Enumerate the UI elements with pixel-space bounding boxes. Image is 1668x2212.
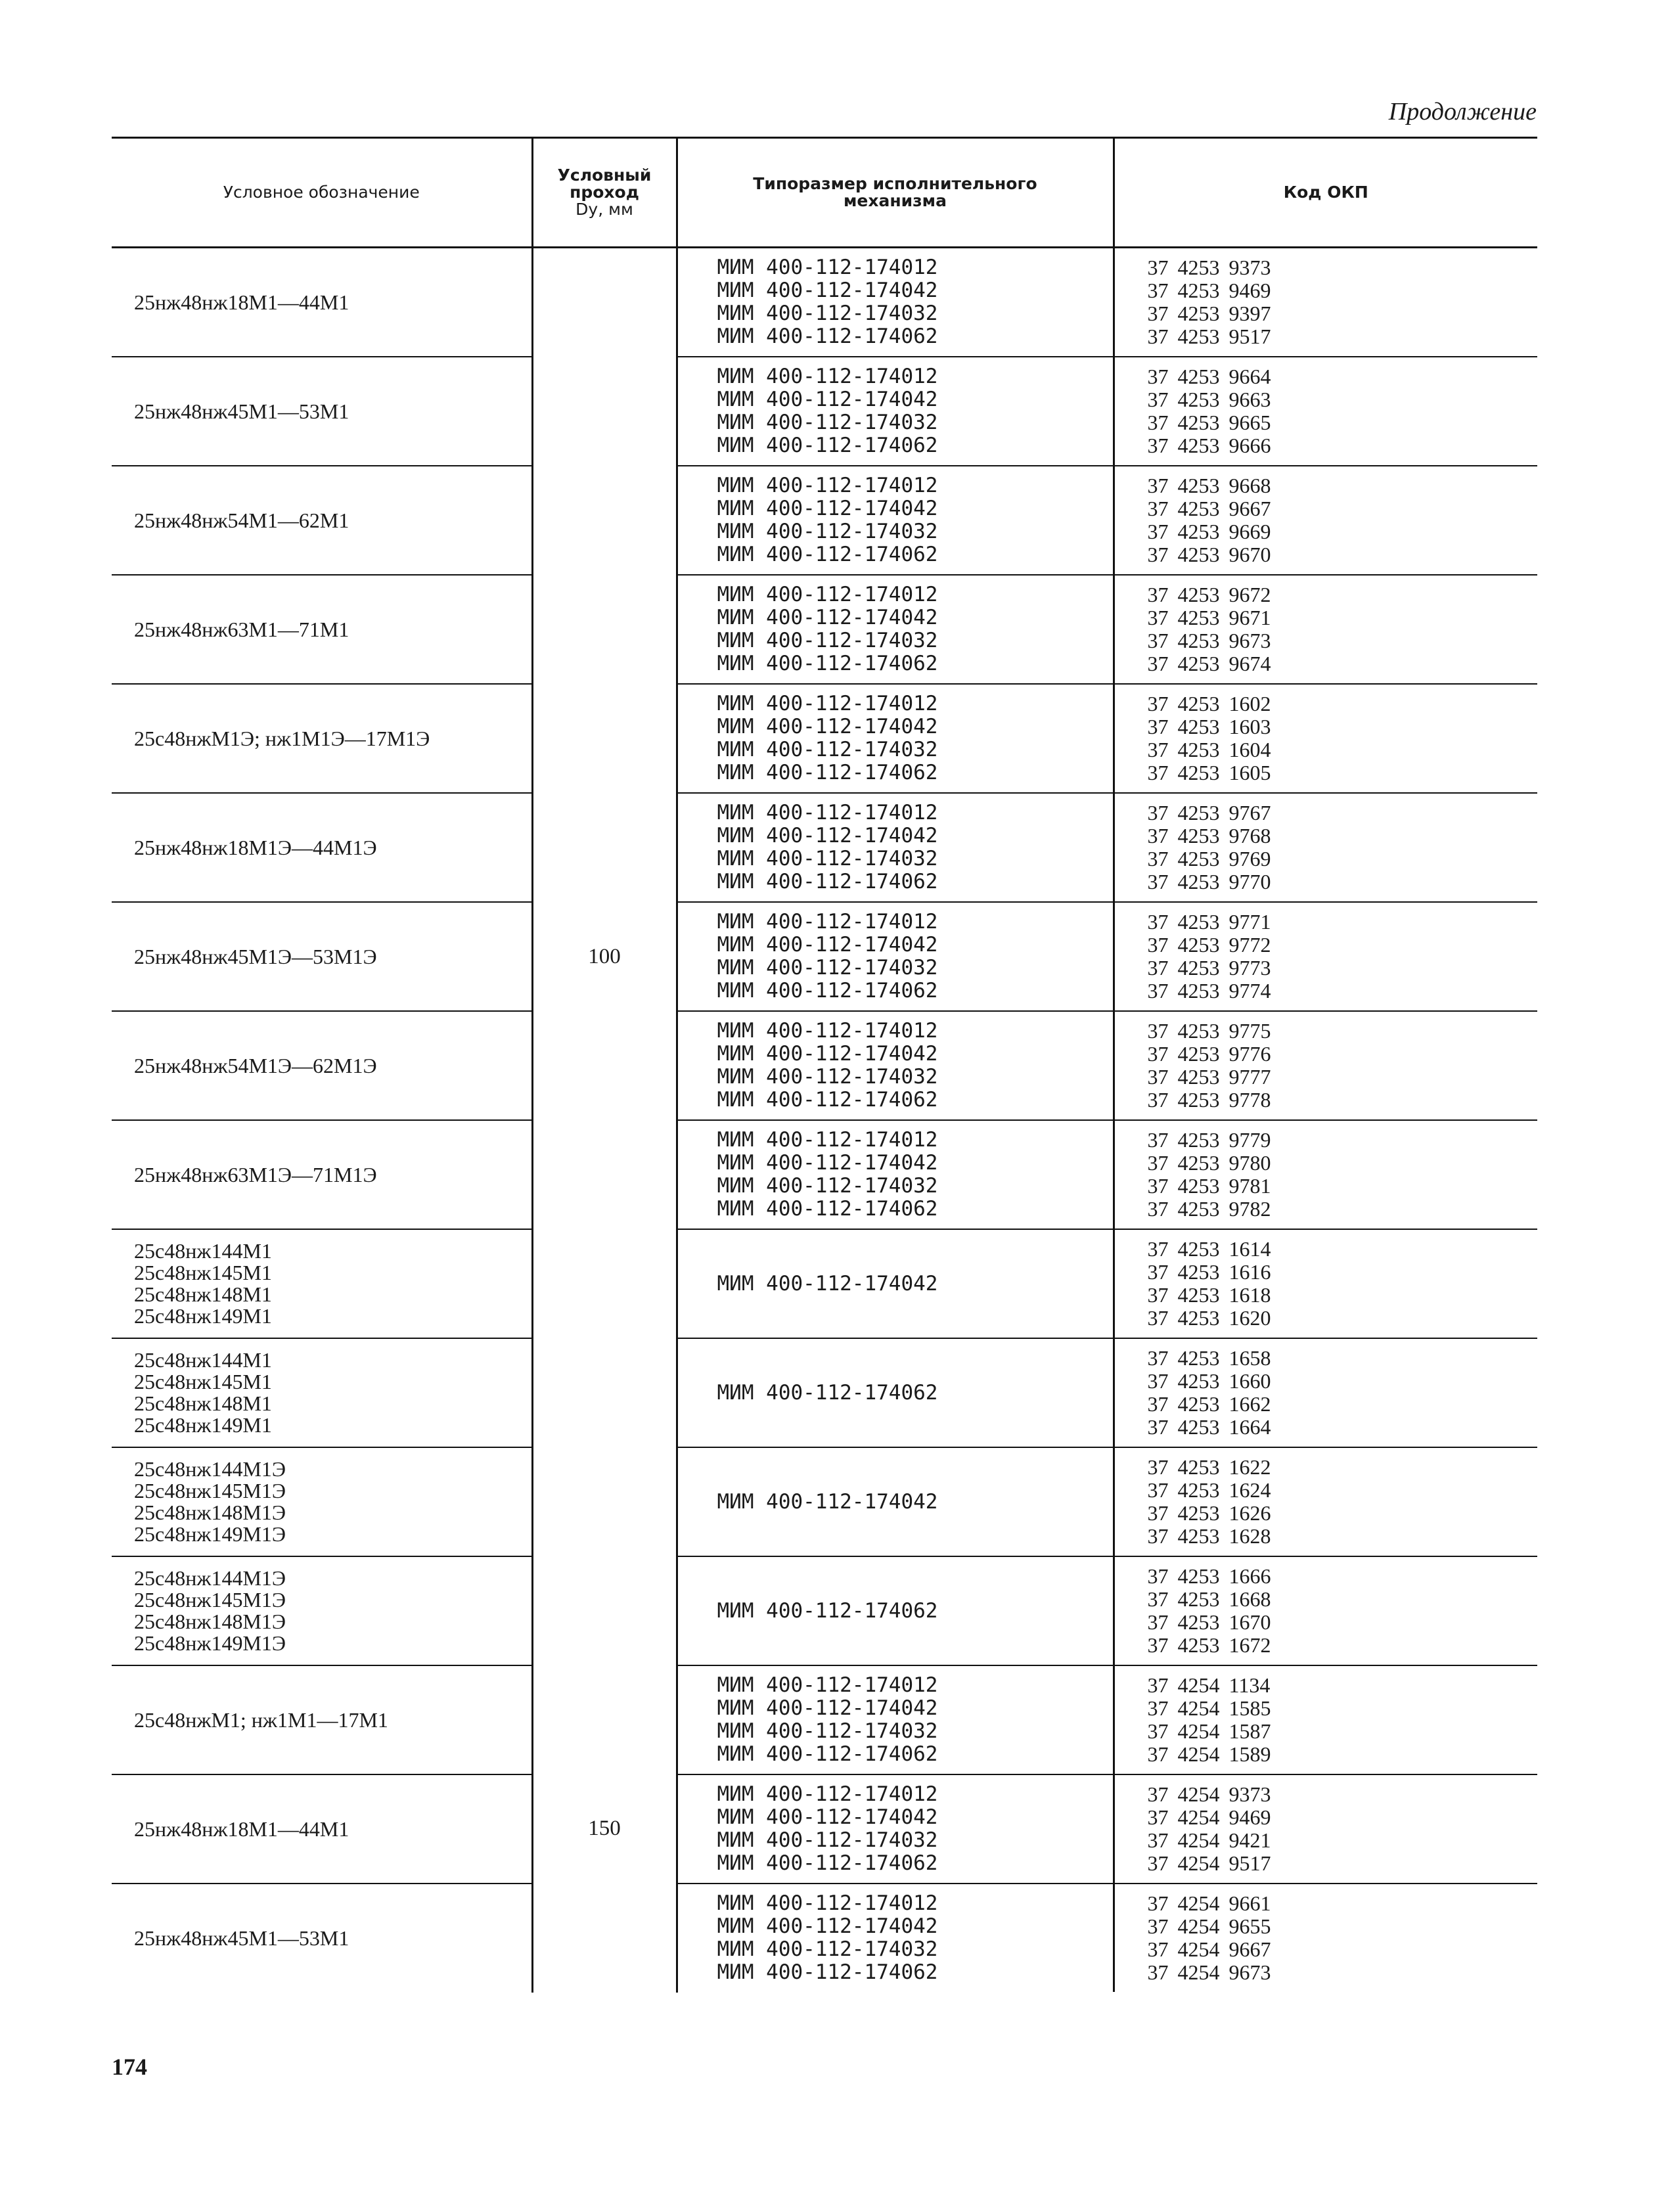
actuator-text: МИМ 400-112-174032	[717, 520, 938, 543]
okp-code-cell	[1114, 1011, 1537, 1120]
okp-code-text: 37 4253 9373	[1147, 256, 1271, 279]
okp-code-text: 37 4253 1670	[1147, 1610, 1271, 1634]
designation-text: 25с48нж145М1	[134, 1370, 272, 1393]
okp-code-text: 37 4253 1668	[1147, 1587, 1271, 1611]
table-header-row	[112, 138, 1537, 248]
okp-code-text: 37 4253 1672	[1147, 1633, 1271, 1657]
actuator-text: МИМ 400-112-174032	[717, 302, 938, 325]
designation-text: 25нж48нж63М1—71М1	[134, 617, 349, 641]
table-row	[112, 1011, 1537, 1120]
actuator-text: МИМ 400-112-174062	[717, 870, 938, 893]
okp-code-text: 37 4253 1626	[1147, 1501, 1271, 1525]
okp-code-cell	[1114, 684, 1537, 793]
actuator-text: МИМ 400-112-174062	[717, 979, 938, 1003]
actuator-text: МИМ 400-112-174032	[717, 956, 938, 980]
okp-code-text: 37 4254 9667	[1147, 1937, 1271, 1961]
actuator-cell	[677, 1556, 1114, 1665]
actuator-text: МИМ 400-112-174062	[717, 1742, 938, 1766]
okp-code-text: 37 4253 9664	[1147, 365, 1271, 388]
actuator-text: МИМ 400-112-174012	[717, 801, 938, 824]
designation-text: 25нж48нж45М1—53М1	[134, 1926, 349, 1950]
actuator-cell	[677, 575, 1114, 684]
okp-code-text: 37 4253 1622	[1147, 1455, 1271, 1479]
okp-code-text: 37 4253 9517	[1147, 325, 1271, 348]
actuator-text: МИМ 400-112-174012	[717, 910, 938, 934]
actuator-text: МИМ 400-112-174042	[717, 824, 938, 847]
designation-cell	[112, 575, 532, 684]
okp-code-cell	[1114, 1229, 1537, 1338]
designation-text: 25нж48нж18М1—44М1	[134, 1817, 349, 1841]
okp-code-text: 37 4253 9776	[1147, 1042, 1271, 1066]
actuator-text: МИМ 400-112-174012	[717, 1891, 938, 1915]
okp-code-text: 37 4253 9768	[1147, 824, 1271, 847]
actuator-text: МИМ 400-112-174042	[717, 1042, 938, 1066]
actuator-text: МИМ 400-112-174032	[717, 847, 938, 870]
actuator-text: МИМ 400-112-174012	[717, 583, 938, 606]
actuator-text: МИМ 400-112-174062	[717, 1088, 938, 1112]
okp-code-cell	[1114, 1665, 1537, 1774]
designation-text: 25с48нж144М1	[134, 1239, 272, 1263]
actuator-text: МИМ 400-112-174062	[717, 1598, 938, 1623]
okp-code-cell	[1114, 1447, 1537, 1556]
actuator-text: МИМ 400-112-174042	[717, 388, 938, 411]
designation-cell	[112, 1665, 532, 1774]
okp-code-text: 37 4253 1664	[1147, 1415, 1271, 1439]
designation-text: 25с48нжМ1; нж1М1—17М1	[134, 1707, 388, 1732]
okp-code-cell	[1114, 1774, 1537, 1884]
table-row	[112, 684, 1537, 793]
table-row	[112, 1884, 1537, 1992]
table-row	[112, 466, 1537, 575]
okp-code-text: 37 4254 9373	[1147, 1782, 1271, 1806]
nominal-bore-cell: 100	[532, 248, 677, 1666]
okp-code-text: 37 4254 1585	[1147, 1696, 1271, 1720]
okp-code-text: 37 4253 1616	[1147, 1260, 1271, 1284]
actuator-text: МИМ 400-112-174012	[717, 1673, 938, 1697]
designation-cell	[112, 793, 532, 902]
okp-code-text: 37 4253 1605	[1147, 761, 1271, 784]
designation-text: 25нж48нж45М1Э—53М1Э	[134, 944, 377, 968]
designation-cell	[112, 1447, 532, 1556]
actuator-cell	[677, 1884, 1114, 1992]
actuator-text: МИМ 400-112-174062	[717, 1960, 938, 1984]
okp-code-text: 37 4253 1614	[1147, 1237, 1271, 1261]
actuator-text: МИМ 400-112-174012	[717, 692, 938, 715]
designation-text: 25с48нж149М1Э	[134, 1631, 286, 1655]
okp-code-text: 37 4253 9672	[1147, 583, 1271, 606]
okp-code-text: 37 4253 9663	[1147, 388, 1271, 411]
okp-code-cell	[1114, 575, 1537, 684]
okp-table	[112, 137, 1537, 1993]
okp-code-cell	[1114, 1556, 1537, 1665]
table-row	[112, 1447, 1537, 1556]
okp-code-text: 37 4254 9673	[1147, 1960, 1271, 1984]
designation-cell	[112, 1556, 532, 1665]
okp-code-text: 37 4253 1660	[1147, 1369, 1271, 1393]
actuator-cell	[677, 902, 1114, 1011]
okp-code-text: 37 4253 1618	[1147, 1283, 1271, 1307]
okp-code-text: 37 4253 9779	[1147, 1128, 1271, 1152]
okp-code-text: 37 4254 9469	[1147, 1805, 1271, 1829]
actuator-text: МИМ 400-112-174012	[717, 474, 938, 497]
actuator-cell	[677, 1774, 1114, 1884]
okp-code-text: 37 4253 1604	[1147, 738, 1271, 761]
okp-code-text: 37 4253 9673	[1147, 629, 1271, 652]
designation-text: 25нж48нж18М1Э—44М1Э	[134, 835, 377, 859]
page-number: 174	[112, 2054, 147, 2080]
okp-code-text: 37 4253 9769	[1147, 847, 1271, 870]
designation-text: 25с48нж145М1Э	[134, 1588, 286, 1612]
table-row	[112, 1338, 1537, 1447]
actuator-text: МИМ 400-112-174062	[717, 652, 938, 675]
designation-text: 25нж48нж18М1—44М1	[134, 290, 349, 314]
actuator-text: МИМ 400-112-174042	[717, 933, 938, 957]
actuator-text: МИМ 400-112-174012	[717, 1128, 938, 1152]
column-header-nominal-bore	[532, 138, 677, 248]
table-row	[112, 902, 1537, 1011]
table-row	[112, 357, 1537, 466]
table-row	[112, 1774, 1537, 1884]
okp-code-text: 37 4253 9778	[1147, 1088, 1271, 1112]
okp-code-cell	[1114, 793, 1537, 902]
actuator-text: МИМ 400-112-174042	[717, 1151, 938, 1175]
okp-code-text: 37 4253 9666	[1147, 434, 1271, 457]
okp-code-text: 37 4253 9670	[1147, 543, 1271, 566]
table-row	[112, 575, 1537, 684]
okp-code-cell	[1114, 1338, 1537, 1447]
actuator-cell	[677, 357, 1114, 466]
designation-text: 25с48нж144М1	[134, 1348, 272, 1372]
actuator-cell	[677, 793, 1114, 902]
actuator-text: МИМ 400-112-174042	[717, 497, 938, 520]
okp-code-cell	[1114, 357, 1537, 466]
actuator-cell	[677, 1229, 1114, 1338]
actuator-text: МИМ 400-112-174032	[717, 411, 938, 434]
okp-code-text: 37 4253 9775	[1147, 1019, 1271, 1043]
designation-cell	[112, 248, 532, 357]
actuator-text: МИМ 400-112-174032	[717, 1719, 938, 1743]
actuator-text: МИМ 400-112-174062	[717, 1197, 938, 1221]
okp-code-text: 37 4253 1666	[1147, 1564, 1271, 1588]
column-header-okp-code: Код ОКП	[1114, 138, 1537, 248]
designation-text: 25с48нж149М1	[134, 1304, 272, 1328]
okp-code-cell	[1114, 248, 1537, 357]
nominal-bore-line-2: проход	[570, 182, 639, 202]
designation-text: 25с48нж148М1	[134, 1391, 272, 1415]
nominal-bore-line-3: Dу, мм	[575, 200, 633, 219]
okp-code-text: 37 4253 9674	[1147, 652, 1271, 675]
designation-cell	[112, 1011, 532, 1120]
table-row	[112, 1665, 1537, 1774]
designation-cell	[112, 1229, 532, 1338]
actuator-text: МИМ 400-112-174042	[717, 1271, 938, 1296]
designation-text: 25с48нж144М1Э	[134, 1457, 286, 1481]
actuator-text: МИМ 400-112-174032	[717, 629, 938, 652]
okp-code-cell	[1114, 1120, 1537, 1229]
actuator-cell	[677, 466, 1114, 575]
actuator-text: МИМ 400-112-174042	[717, 715, 938, 738]
okp-code-cell	[1114, 1884, 1537, 1992]
actuator-text: МИМ 400-112-174042	[717, 606, 938, 629]
okp-code-text: 37 4254 9421	[1147, 1828, 1271, 1852]
actuator-cell	[677, 1011, 1114, 1120]
designation-text: 25нж48нж63М1Э—71М1Э	[134, 1162, 377, 1186]
designation-cell	[112, 684, 532, 793]
designation-cell	[112, 1884, 532, 1992]
designation-text: 25нж48нж54М1—62М1	[134, 508, 349, 532]
actuator-text: МИМ 400-112-174012	[717, 1782, 938, 1806]
table-row	[112, 248, 1537, 357]
actuator-header-line-2: механизма	[843, 191, 947, 210]
designation-text: 25с48нж145М1	[134, 1261, 272, 1284]
actuator-cell	[677, 1447, 1114, 1556]
actuator-text: МИМ 400-112-174012	[717, 256, 938, 279]
actuator-header-line-1: Типоразмер исполнительного	[753, 173, 1037, 193]
okp-code-text: 37 4253 9781	[1147, 1174, 1271, 1198]
actuator-text: МИМ 400-112-174042	[717, 279, 938, 302]
okp-code-text: 37 4254 9517	[1147, 1851, 1271, 1875]
actuator-text: МИМ 400-112-174012	[717, 365, 938, 388]
actuator-cell	[677, 1665, 1114, 1774]
nominal-bore-line-1: Условный	[557, 165, 652, 185]
okp-code-text: 37 4254 1589	[1147, 1742, 1271, 1766]
actuator-text: МИМ 400-112-174042	[717, 1489, 938, 1514]
actuator-text: МИМ 400-112-174032	[717, 1065, 938, 1089]
okp-code-text: 37 4253 1602	[1147, 692, 1271, 715]
designation-text: 25с48нж148М1	[134, 1282, 272, 1306]
designation-cell	[112, 1120, 532, 1229]
actuator-text: МИМ 400-112-174062	[717, 325, 938, 348]
designation-text: 25с48нж148М1Э	[134, 1610, 286, 1633]
okp-code-text: 37 4253 1620	[1147, 1306, 1271, 1330]
okp-code-text: 37 4253 9669	[1147, 520, 1271, 543]
actuator-text: МИМ 400-112-174032	[717, 1937, 938, 1961]
actuator-text: МИМ 400-112-174032	[717, 1828, 938, 1852]
okp-code-text: 37 4253 9780	[1147, 1151, 1271, 1175]
okp-code-text: 37 4253 1624	[1147, 1478, 1271, 1502]
actuator-text: МИМ 400-112-174062	[717, 761, 938, 784]
designation-text: 25нж48нж45М1—53М1	[134, 399, 349, 423]
actuator-cell	[677, 684, 1114, 793]
okp-code-text: 37 4253 1658	[1147, 1346, 1271, 1370]
okp-code-text: 37 4253 9671	[1147, 606, 1271, 629]
okp-code-text: 37 4253 9469	[1147, 279, 1271, 302]
continued-label: Продолжение	[1388, 98, 1537, 125]
column-header-actuator	[677, 138, 1114, 248]
okp-code-text: 37 4253 9774	[1147, 979, 1271, 1003]
designation-cell	[112, 466, 532, 575]
okp-code-text: 37 4254 9661	[1147, 1891, 1271, 1915]
okp-code-text: 37 4253 1662	[1147, 1392, 1271, 1416]
okp-code-cell	[1114, 902, 1537, 1011]
designation-text: 25с48нж149М1Э	[134, 1522, 286, 1546]
designation-text: 25с48нжМ1Э; нж1М1Э—17М1Э	[134, 726, 430, 750]
column-header-designation: Условное обозначение	[112, 138, 532, 248]
designation-text: 25нж48нж54М1Э—62М1Э	[134, 1053, 377, 1077]
okp-code-text: 37 4253 9782	[1147, 1197, 1271, 1221]
okp-code-text: 37 4254 1587	[1147, 1719, 1271, 1743]
okp-code-text: 37 4253 9770	[1147, 870, 1271, 893]
okp-code-text: 37 4253 9777	[1147, 1065, 1271, 1089]
actuator-text: МИМ 400-112-174042	[717, 1805, 938, 1829]
okp-code-text: 37 4253 9771	[1147, 910, 1271, 934]
actuator-text: МИМ 400-112-174062	[717, 1851, 938, 1875]
okp-code-text: 37 4254 9655	[1147, 1914, 1271, 1938]
actuator-cell	[677, 248, 1114, 357]
okp-code-cell	[1114, 466, 1537, 575]
designation-text: 25с48нж145М1Э	[134, 1479, 286, 1502]
actuator-text: МИМ 400-112-174012	[717, 1019, 938, 1043]
table-row	[112, 1120, 1537, 1229]
designation-cell	[112, 1338, 532, 1447]
actuator-cell	[677, 1338, 1114, 1447]
okp-code-text: 37 4253 9767	[1147, 801, 1271, 824]
okp-code-text: 37 4253 9772	[1147, 933, 1271, 957]
designation-cell	[112, 902, 532, 1011]
designation-text: 25с48нж144М1Э	[134, 1566, 286, 1590]
actuator-cell	[677, 1120, 1114, 1229]
designation-text: 25с48нж148М1Э	[134, 1501, 286, 1524]
table-row	[112, 793, 1537, 902]
table-row	[112, 1556, 1537, 1665]
actuator-text: МИМ 400-112-174042	[717, 1914, 938, 1938]
designation-text: 25с48нж149М1	[134, 1413, 272, 1437]
designation-cell	[112, 357, 532, 466]
actuator-text: МИМ 400-112-174062	[717, 1380, 938, 1405]
okp-code-text: 37 4253 1628	[1147, 1524, 1271, 1548]
okp-code-text: 37 4253 9397	[1147, 302, 1271, 325]
actuator-text: МИМ 400-112-174042	[717, 1696, 938, 1720]
nominal-bore-cell: 150	[532, 1665, 677, 1992]
designation-cell	[112, 1774, 532, 1884]
actuator-text: МИМ 400-112-174032	[717, 738, 938, 761]
okp-code-text: 37 4253 9773	[1147, 956, 1271, 980]
okp-code-text: 37 4253 9667	[1147, 497, 1271, 520]
okp-code-text: 37 4253 9668	[1147, 474, 1271, 497]
actuator-text: МИМ 400-112-174032	[717, 1174, 938, 1198]
okp-code-text: 37 4254 1134	[1147, 1673, 1271, 1697]
table-row	[112, 1229, 1537, 1338]
actuator-text: МИМ 400-112-174062	[717, 434, 938, 457]
okp-code-text: 37 4253 1603	[1147, 715, 1271, 738]
actuator-text: МИМ 400-112-174062	[717, 543, 938, 566]
okp-code-text: 37 4253 9665	[1147, 411, 1271, 434]
